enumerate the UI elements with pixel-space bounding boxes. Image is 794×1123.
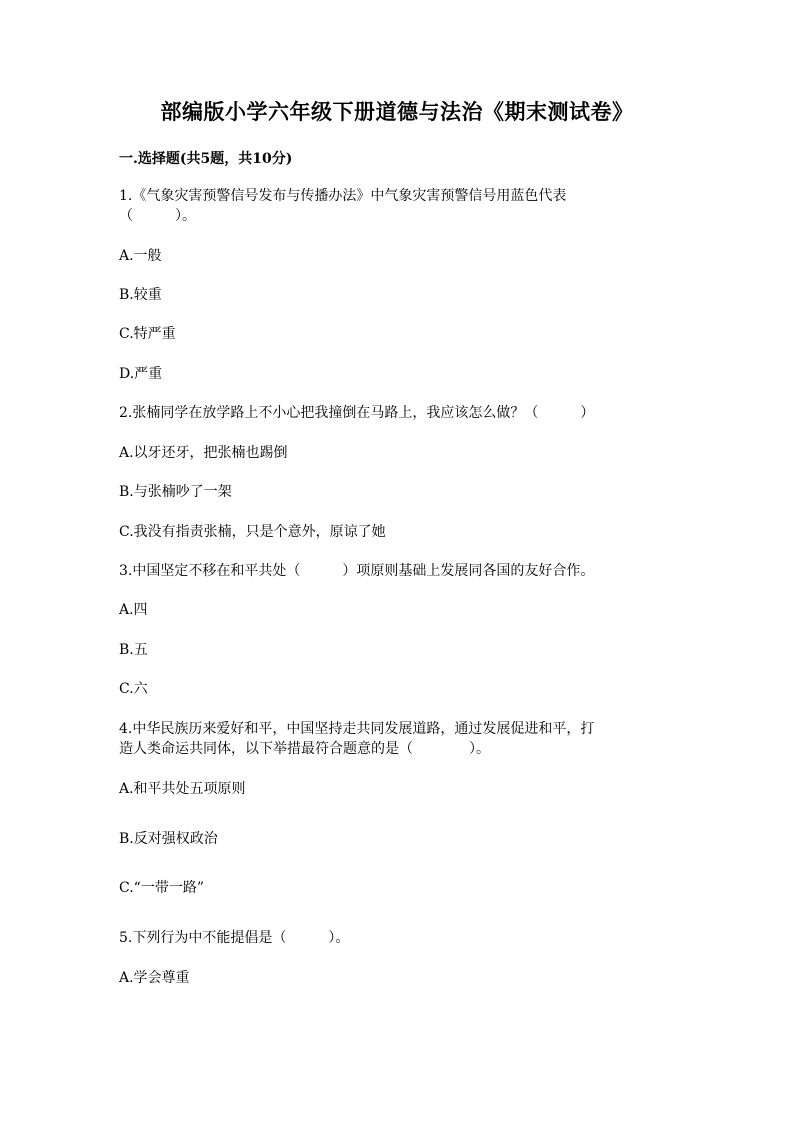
question-1-option-d: D.严重	[119, 366, 163, 382]
question-2-option-a: A.以牙还牙，把张楠也踢倒	[119, 445, 288, 461]
question-4-option-c: C.“一带一路”	[119, 880, 204, 896]
question-1-option-c: C.特严重	[119, 326, 176, 342]
question-2-option-b: B.与张楠吵了一架	[119, 484, 232, 500]
question-2-option-c: C.我没有指责张楠，只是个意外，原谅了她	[119, 524, 386, 540]
question-4-stem-line-1: 4.中华民族历来爱好和平，中国坚持走共同发展道路，通过发展促进和平，打	[119, 721, 595, 737]
section-heading: 一.选择题(共5题，共10分)	[119, 151, 293, 167]
question-1-option-a: A.一般	[119, 248, 162, 264]
question-3-stem-line-1: 3.中国坚定不移在和平共处（ ）项原则基础上发展同各国的友好合作。	[119, 563, 595, 579]
question-4-option-b: B.反对强权政治	[119, 831, 218, 847]
question-4-stem-line-2: 造人类命运共同体，以下举措最符合题意的是（ ）。	[119, 741, 490, 757]
question-3-option-a: A.四	[119, 602, 148, 618]
question-1-stem-line-1: 1.《气象灾害预警信号发布与传播办法》中气象灾害预警信号用蓝色代表	[119, 188, 567, 204]
question-3-option-b: B.五	[119, 642, 148, 658]
question-2-stem-line-1: 2.张楠同学在放学路上不小心把我撞倒在马路上，我应该怎么做？（ ）	[119, 405, 595, 421]
question-3-option-c: C.六	[119, 681, 148, 697]
question-1-option-b: B.较重	[119, 287, 162, 303]
question-5-option-a: A.学会尊重	[119, 970, 190, 986]
question-5-stem-line-1: 5.下列行为中不能提倡是（ ）。	[119, 930, 350, 946]
page-title: 部编版小学六年级下册道德与法治《期末测试卷》	[160, 99, 634, 124]
question-4-option-a: A.和平共处五项原则	[119, 781, 246, 797]
question-1-stem-line-2: （ ）。	[119, 208, 196, 224]
